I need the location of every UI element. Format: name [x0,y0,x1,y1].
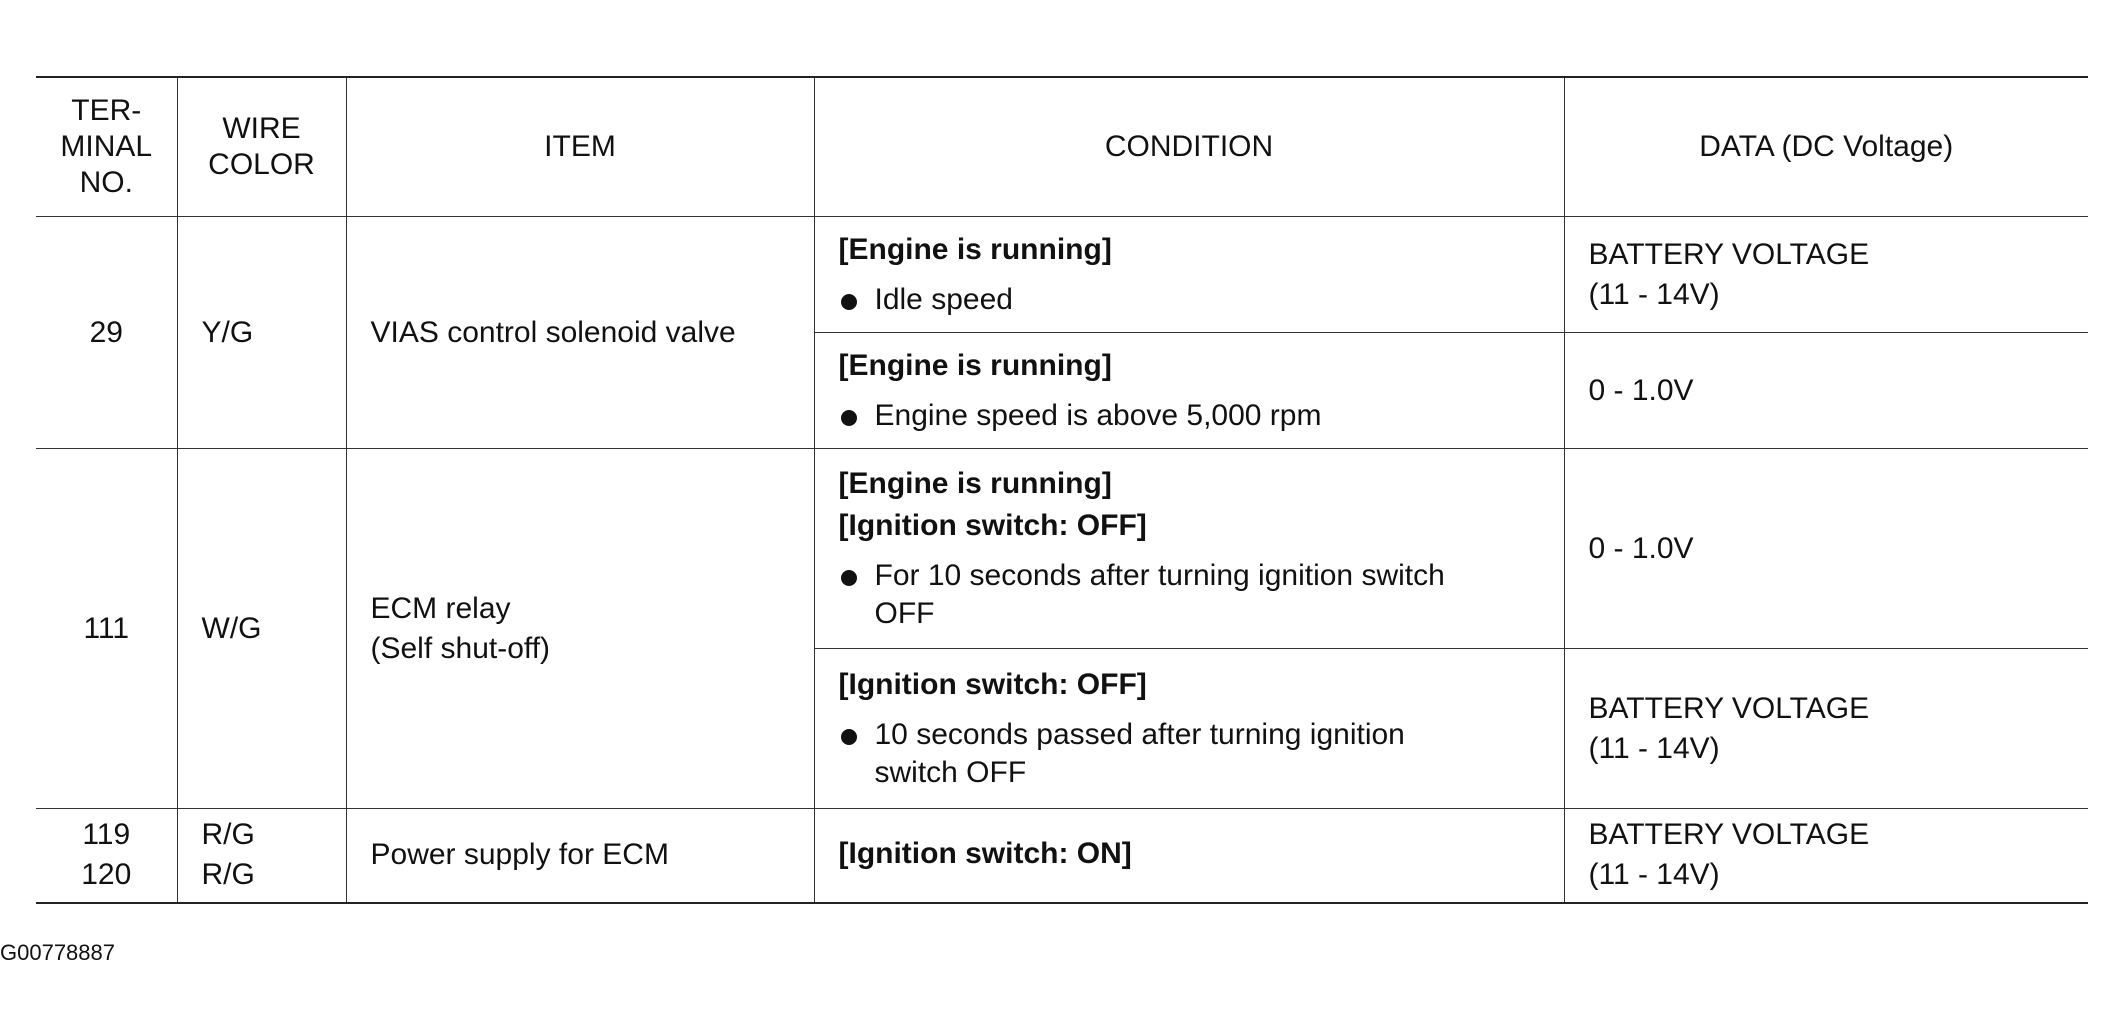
terminal-cell: 119 120 [36,809,177,903]
bullet-icon [841,410,857,426]
condition-cell [814,809,1564,903]
condition-bullet: For 10 seconds after turning ignition switch OFF [839,557,1544,633]
data-cell: BATTERY VOLTAGE (11 - 14V) [1564,217,2088,333]
data-cell: BATTERY VOLTAGE (11 - 14V) [1564,809,2088,903]
condition-heading: [Ignition switch: OFF] [838,667,1147,701]
header-row [36,77,2088,217]
bullet-icon [841,294,857,310]
condition-cell [814,217,1564,333]
wire-color-cell: R/G R/G [177,809,346,903]
bullet-icon [841,729,857,745]
condition-cell [814,649,1564,809]
wire-color-cell: Y/G [177,217,346,449]
wire-color-cell: W/G [177,449,346,809]
header-item: ITEM [346,77,814,217]
item-cell: VIAS control solenoid valve [346,217,814,449]
table-row [36,217,2088,333]
table-row [36,809,2088,903]
condition-bullet: Idle speed [839,281,1544,319]
item-cell: ECM relay (Self shut-off) [346,449,814,809]
bullet-icon [841,570,857,586]
condition-heading: [Engine is running] [838,466,1112,500]
terminal-data-table [36,76,2088,904]
table-row [36,449,2088,649]
condition-bullet: Engine speed is above 5,000 rpm [839,397,1544,435]
data-cell: BATTERY VOLTAGE (11 - 14V) [1564,649,2088,809]
figure-code: G00778887 [0,940,115,965]
condition-heading: [Engine is running] [838,232,1112,266]
header-condition: CONDITION [814,77,1564,217]
terminal-cell: 111 [36,449,177,809]
condition-bullet: 10 seconds passed after turning ignition switch OFF [839,716,1544,792]
header-terminal-no: TER- MINAL NO. [36,77,177,217]
condition-heading: [Ignition switch: OFF] [838,508,1147,542]
item-cell: Power supply for ECM [346,809,814,903]
data-cell: 0 - 1.0V [1564,449,2088,649]
condition-heading: [Engine is running] [838,348,1112,382]
header-data: DATA (DC Voltage) [1564,77,2088,217]
condition-heading: [Ignition switch: ON] [838,837,1132,871]
condition-cell [814,333,1564,449]
header-wire-color: WIRE COLOR [177,77,346,217]
terminal-cell: 29 [36,217,177,449]
data-cell: 0 - 1.0V [1564,333,2088,449]
condition-cell [814,449,1564,649]
